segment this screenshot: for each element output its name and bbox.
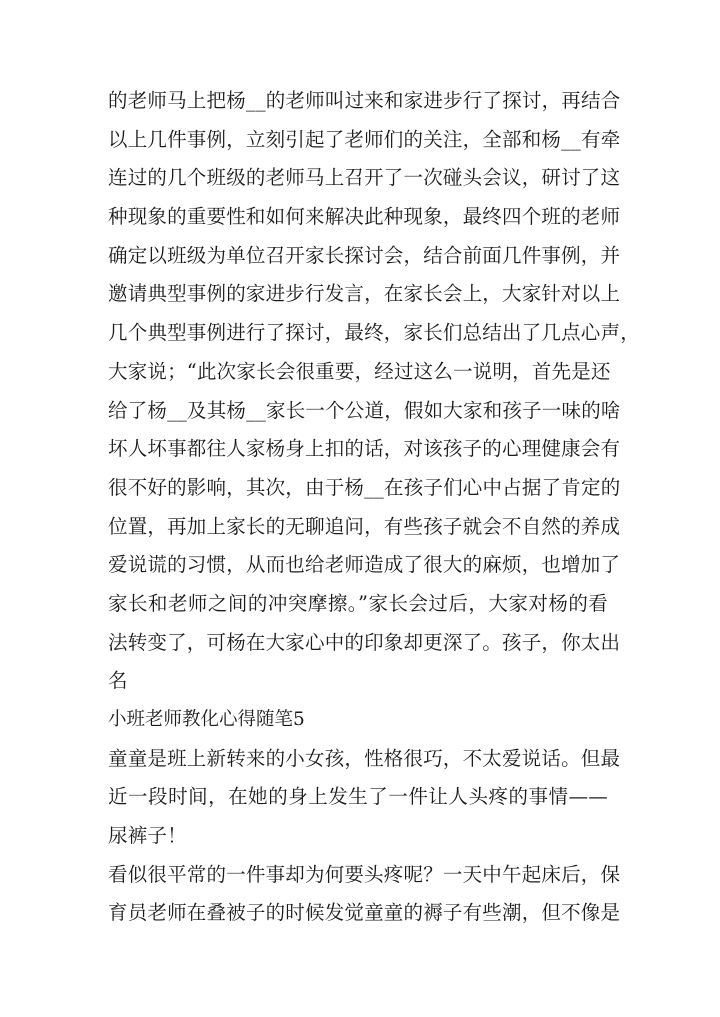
paragraph-line: 童童是班上新转来的小女孩，性格很巧，不太爱说话。但最 <box>108 746 621 770</box>
paragraph-line: 法转变了，可杨在大家心中的印象却更深了。孩子，你太出 <box>108 630 621 654</box>
paragraph-line: 爱说谎的习惯，从而也给老师造成了很大的麻烦，也增加了 <box>108 553 621 577</box>
paragraph-line: 邀请典型事例的家进步行发言，在家长会上，大家针对以上 <box>108 282 621 306</box>
paragraph-line: 坏人坏事都往人家杨身上扣的话，对该孩子的心理健康会有 <box>108 437 621 461</box>
paragraph-line: 很不好的影响，其次，由于杨__在孩子们心中占据了肯定的 <box>108 475 621 499</box>
paragraph-line: 连过的几个班级的老师马上召开了一次碰头会议，研讨了这 <box>108 166 621 190</box>
paragraph-3 <box>108 856 621 933</box>
paragraph-line: 种现象的重要性和如何来解决此种现象，最终四个班的老师 <box>108 205 621 229</box>
section-heading: 小班老师教化心得随笔5 <box>108 709 305 730</box>
paragraph-line: 尿裤子！ <box>108 824 187 848</box>
paragraph-line: 近一段时间，在她的身上发生了一件让人头疼的事情—— <box>108 785 608 809</box>
paragraph-line: 家长和老师之间的冲突摩擦。”家长会过后，大家对杨的看 <box>108 591 608 615</box>
paragraph-line: 的老师马上把杨__的老师叫过来和家进步行了探讨，再结合 <box>108 89 621 112</box>
paragraph-line: 育员老师在叠被子的时候发觉童童的褥子有些潮，但不像是 <box>108 901 621 925</box>
paragraph-line: 以上几件事例，立刻引起了老师们的关注，全部和杨__有牵 <box>108 127 621 151</box>
paragraph-line: 几个典型事例进行了探讨，最终，家长们总结出了几点心声， <box>108 321 640 345</box>
paragraph-line: 大家说；“此次家长会很重要，经过这么一说明，首先是还 <box>108 359 611 383</box>
paragraph-line: 位置，再加上家长的无聊追问，有些孩子就会不自然的养成 <box>108 514 621 538</box>
paragraph-line: 确定以班级为单位召开家长探讨会，结合前面几件事例，并 <box>108 243 621 267</box>
paragraph-1 <box>108 82 640 701</box>
paragraph-line: 名 <box>108 669 128 693</box>
paragraph-line: 看似很平常的一件事却为何要头疼呢？一天中午起床后，保 <box>108 862 621 886</box>
paragraph-2 <box>108 740 621 856</box>
document-body <box>108 82 640 933</box>
paragraph-line: 给了杨__及其杨__家长一个公道，假如大家和孩子一味的啥 <box>108 398 621 422</box>
